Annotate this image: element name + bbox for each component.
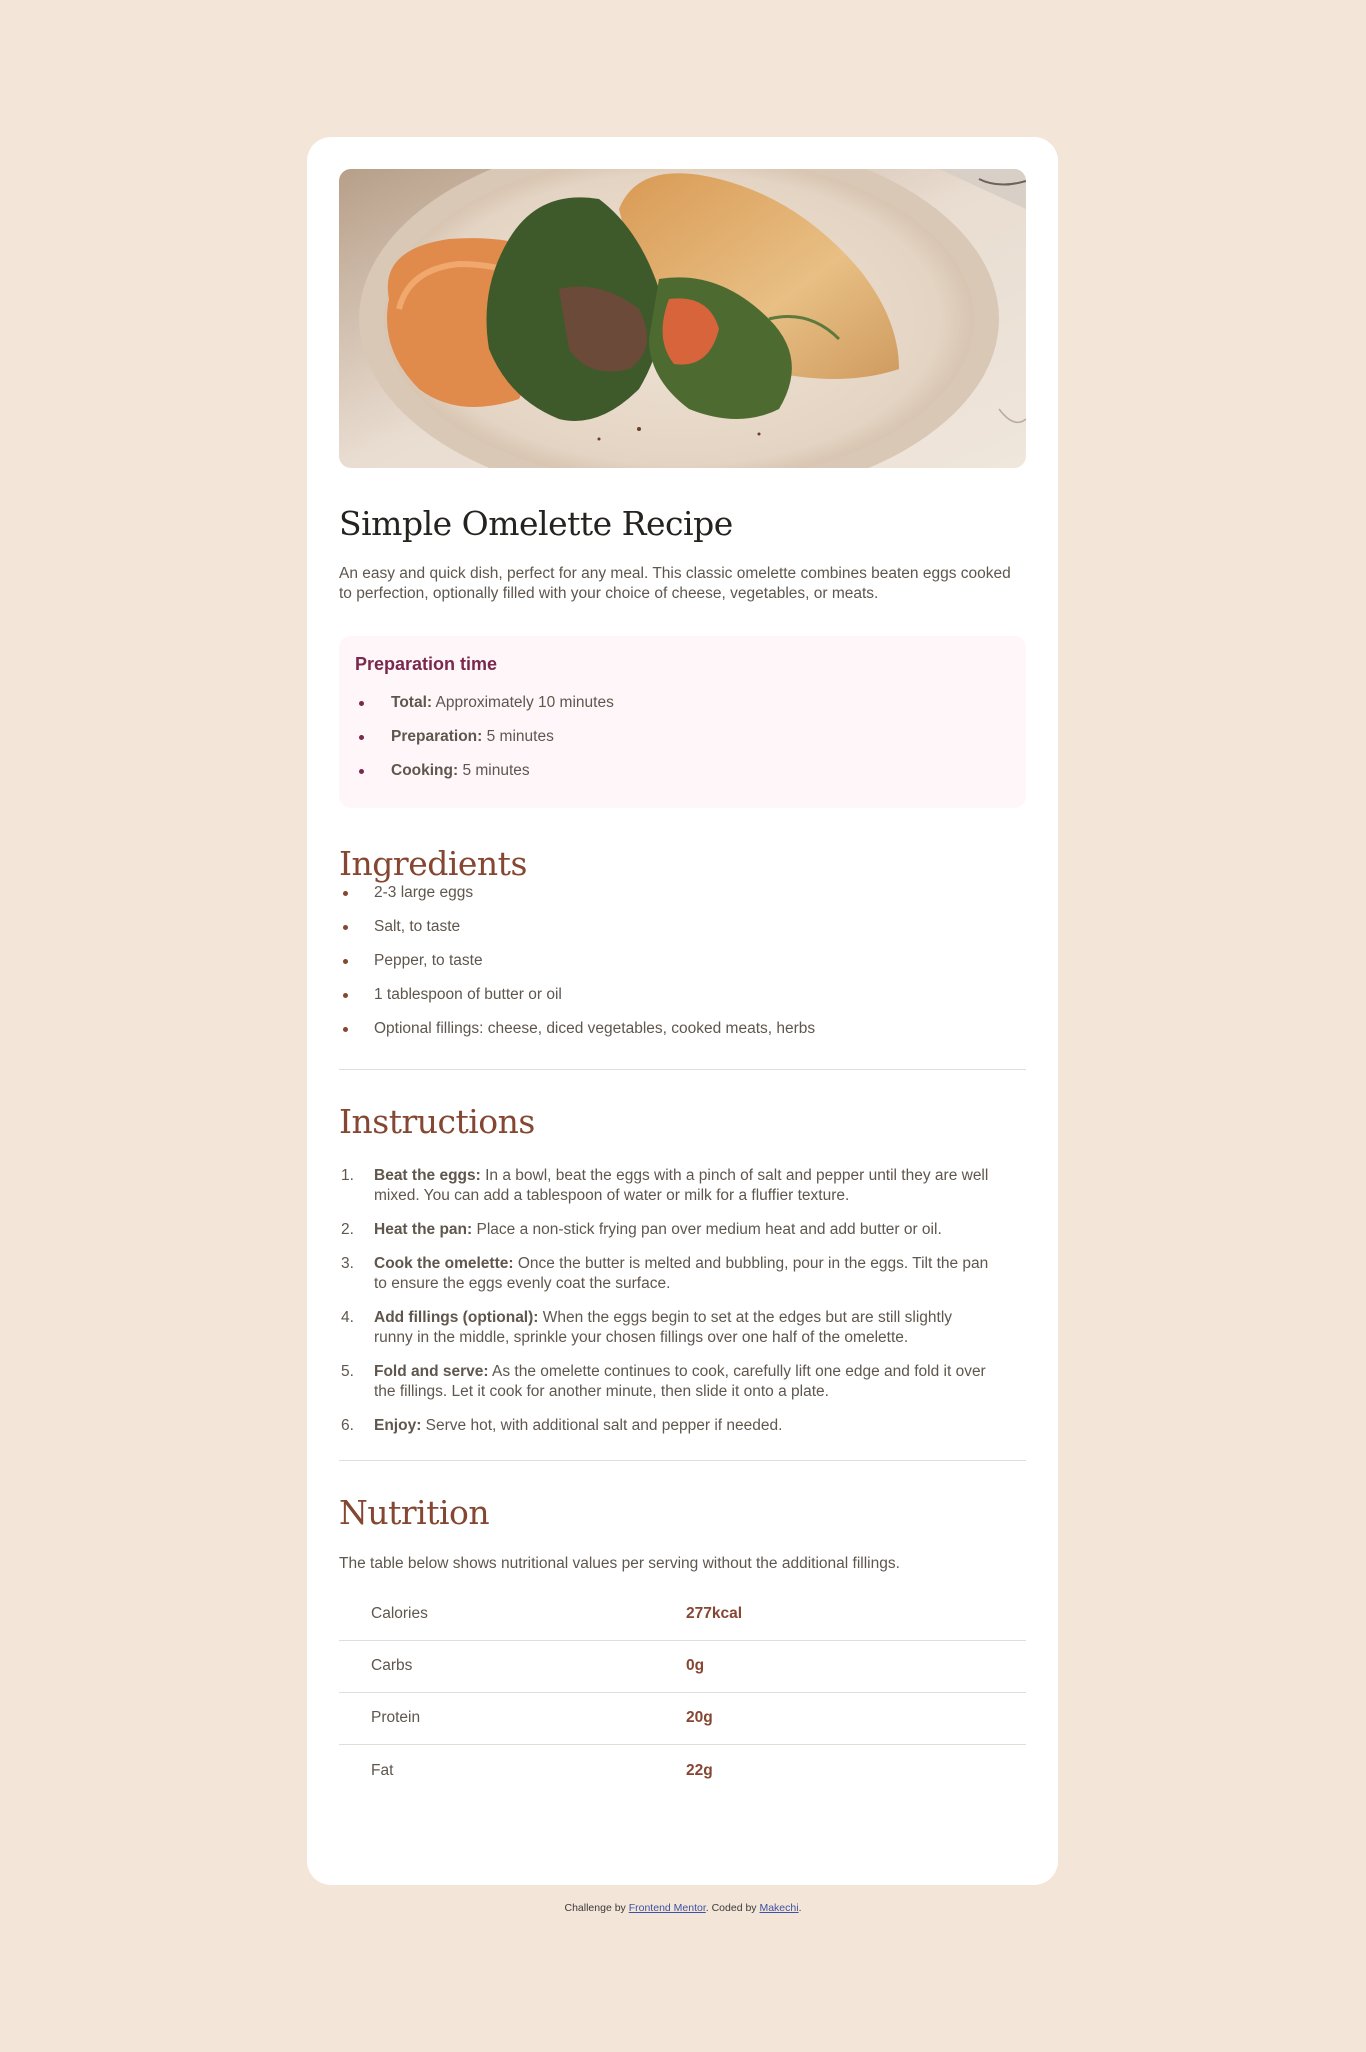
step-number: 1.: [341, 1166, 354, 1184]
instruction-step: [339, 1220, 994, 1240]
instruction-step: [339, 1254, 994, 1294]
table-row: [339, 1640, 1026, 1692]
nutrition-value: 22g: [686, 1744, 1026, 1796]
footer-suffix: .: [798, 1902, 802, 1914]
instructions-list: [339, 1166, 1026, 1436]
author-link[interactable]: Makechi: [759, 1902, 799, 1914]
bullet-dot: [343, 925, 348, 930]
prep-item-value: 5 minutes: [482, 727, 554, 745]
step-text: As the omelette continues to cook, carefully lift one edge and fold it over the fillings. Let it cook for another minute, then slide it onto a plate.: [374, 1362, 986, 1400]
bullet-dot: [343, 1027, 348, 1032]
ingredients-heading: Ingredients: [339, 843, 527, 883]
prep-item-label: Cooking:: [391, 761, 459, 779]
nutrition-label: Fat: [339, 1744, 686, 1796]
ingredient-item: [339, 1019, 1026, 1039]
prep-item-label: Total:: [391, 693, 433, 711]
step-number: 6.: [341, 1416, 354, 1434]
nutrition-value: 277kcal: [686, 1605, 743, 1623]
ingredient-item: [339, 917, 1026, 937]
bullet-dot: [359, 701, 364, 706]
step-number: 5.: [341, 1362, 354, 1380]
step-text: Serve hot, with additional salt and pepper if needed.: [421, 1416, 783, 1434]
step-label: Add fillings (optional):: [374, 1308, 539, 1326]
bullet-dot: [343, 959, 348, 964]
table-row: [339, 1692, 1026, 1744]
step-text: Place a non-stick frying pan over medium heat and add butter or oil.: [472, 1220, 942, 1238]
step-label: Enjoy:: [374, 1416, 422, 1434]
recipe-intro: An easy and quick dish, perfect for any meal. This classic omelette combines beaten eggs cooked to perfection, optionally filled with your choice of cheese, vegetables, or meats.: [339, 564, 1011, 602]
ingredient-text: 2-3 large eggs: [374, 884, 474, 902]
step-text: When the eggs begin to set at the edges but are still slightly runny in the middle, sprinkle your chosen fillings over one half of the omelette.: [374, 1308, 953, 1346]
prep-item-value: Approximately 10 minutes: [432, 693, 614, 711]
attribution-footer: [0, 1902, 1366, 1914]
nutrition-table: [339, 1588, 1026, 1796]
step-label: Cook the omelette:: [374, 1254, 514, 1272]
table-row: [339, 1588, 1026, 1640]
ingredients-list: [339, 883, 1026, 1039]
prep-item-preparation: [355, 727, 1010, 747]
bullet-dot: [359, 769, 364, 774]
step-text: In a bowl, beat the eggs with a pinch of salt and pepper until they are well mixed. You can add a tablespoon of water or milk for a fluffier texture.: [374, 1166, 989, 1204]
omelette-photo: [339, 169, 1026, 468]
step-number: 2.: [341, 1220, 354, 1238]
preparation-time-box: [339, 636, 1026, 808]
nutrition-label: Protein: [339, 1692, 686, 1744]
ingredient-text: 1 tablespoon of butter or oil: [374, 986, 562, 1004]
preparation-time-list: [355, 693, 1010, 781]
nutrition-heading: Nutrition: [339, 1492, 490, 1532]
footer-prefix: Challenge by: [564, 1902, 629, 1914]
ingredient-text: Salt, to taste: [374, 918, 461, 936]
section-divider: [339, 1069, 1026, 1070]
step-label: Fold and serve:: [374, 1362, 489, 1380]
instruction-step: [339, 1308, 994, 1348]
instruction-step: [339, 1416, 994, 1436]
prep-item-label: Preparation:: [391, 727, 483, 745]
instruction-step: [339, 1362, 994, 1402]
step-number: 4.: [341, 1308, 354, 1326]
step-label: Heat the pan:: [374, 1220, 473, 1238]
recipe-title: Simple Omelette Recipe: [339, 504, 733, 543]
recipe-card: [307, 137, 1058, 1885]
bullet-dot: [343, 891, 348, 896]
nutrition-value: 20g: [686, 1692, 1026, 1744]
footer-middle: . Coded by: [705, 1902, 760, 1914]
ingredient-text: Optional fillings: cheese, diced vegetables, cooked meats, herbs: [374, 1020, 816, 1038]
ingredient-item: [339, 985, 1026, 1005]
step-number: 3.: [341, 1254, 354, 1272]
bullet-dot: [359, 735, 364, 740]
prep-item-total: [355, 693, 1010, 713]
ingredient-item: [339, 883, 1026, 903]
instruction-step: [339, 1166, 994, 1206]
frontend-mentor-link[interactable]: Frontend Mentor: [628, 1902, 706, 1914]
nutrition-value: 0g: [686, 1640, 1026, 1692]
instructions-heading: Instructions: [339, 1102, 535, 1142]
nutrition-label: Calories: [371, 1605, 428, 1623]
prep-item-cooking: [355, 761, 1010, 781]
bullet-dot: [343, 993, 348, 998]
step-label: Beat the eggs:: [374, 1166, 481, 1184]
ingredient-text: Pepper, to taste: [374, 952, 483, 970]
section-divider: [339, 1460, 1026, 1461]
nutrition-label: Carbs: [339, 1640, 686, 1692]
table-row: [339, 1744, 1026, 1796]
nutrition-intro: The table below shows nutritional values per serving without the additional fillings.: [339, 1555, 900, 1573]
prep-item-value: 5 minutes: [458, 761, 530, 779]
ingredient-item: [339, 951, 1026, 971]
preparation-time-title: Preparation time: [355, 653, 498, 674]
step-text: Once the butter is melted and bubbling, pour in the eggs. Tilt the pan to ensure the eggs evenly coat the surface.: [374, 1254, 989, 1292]
